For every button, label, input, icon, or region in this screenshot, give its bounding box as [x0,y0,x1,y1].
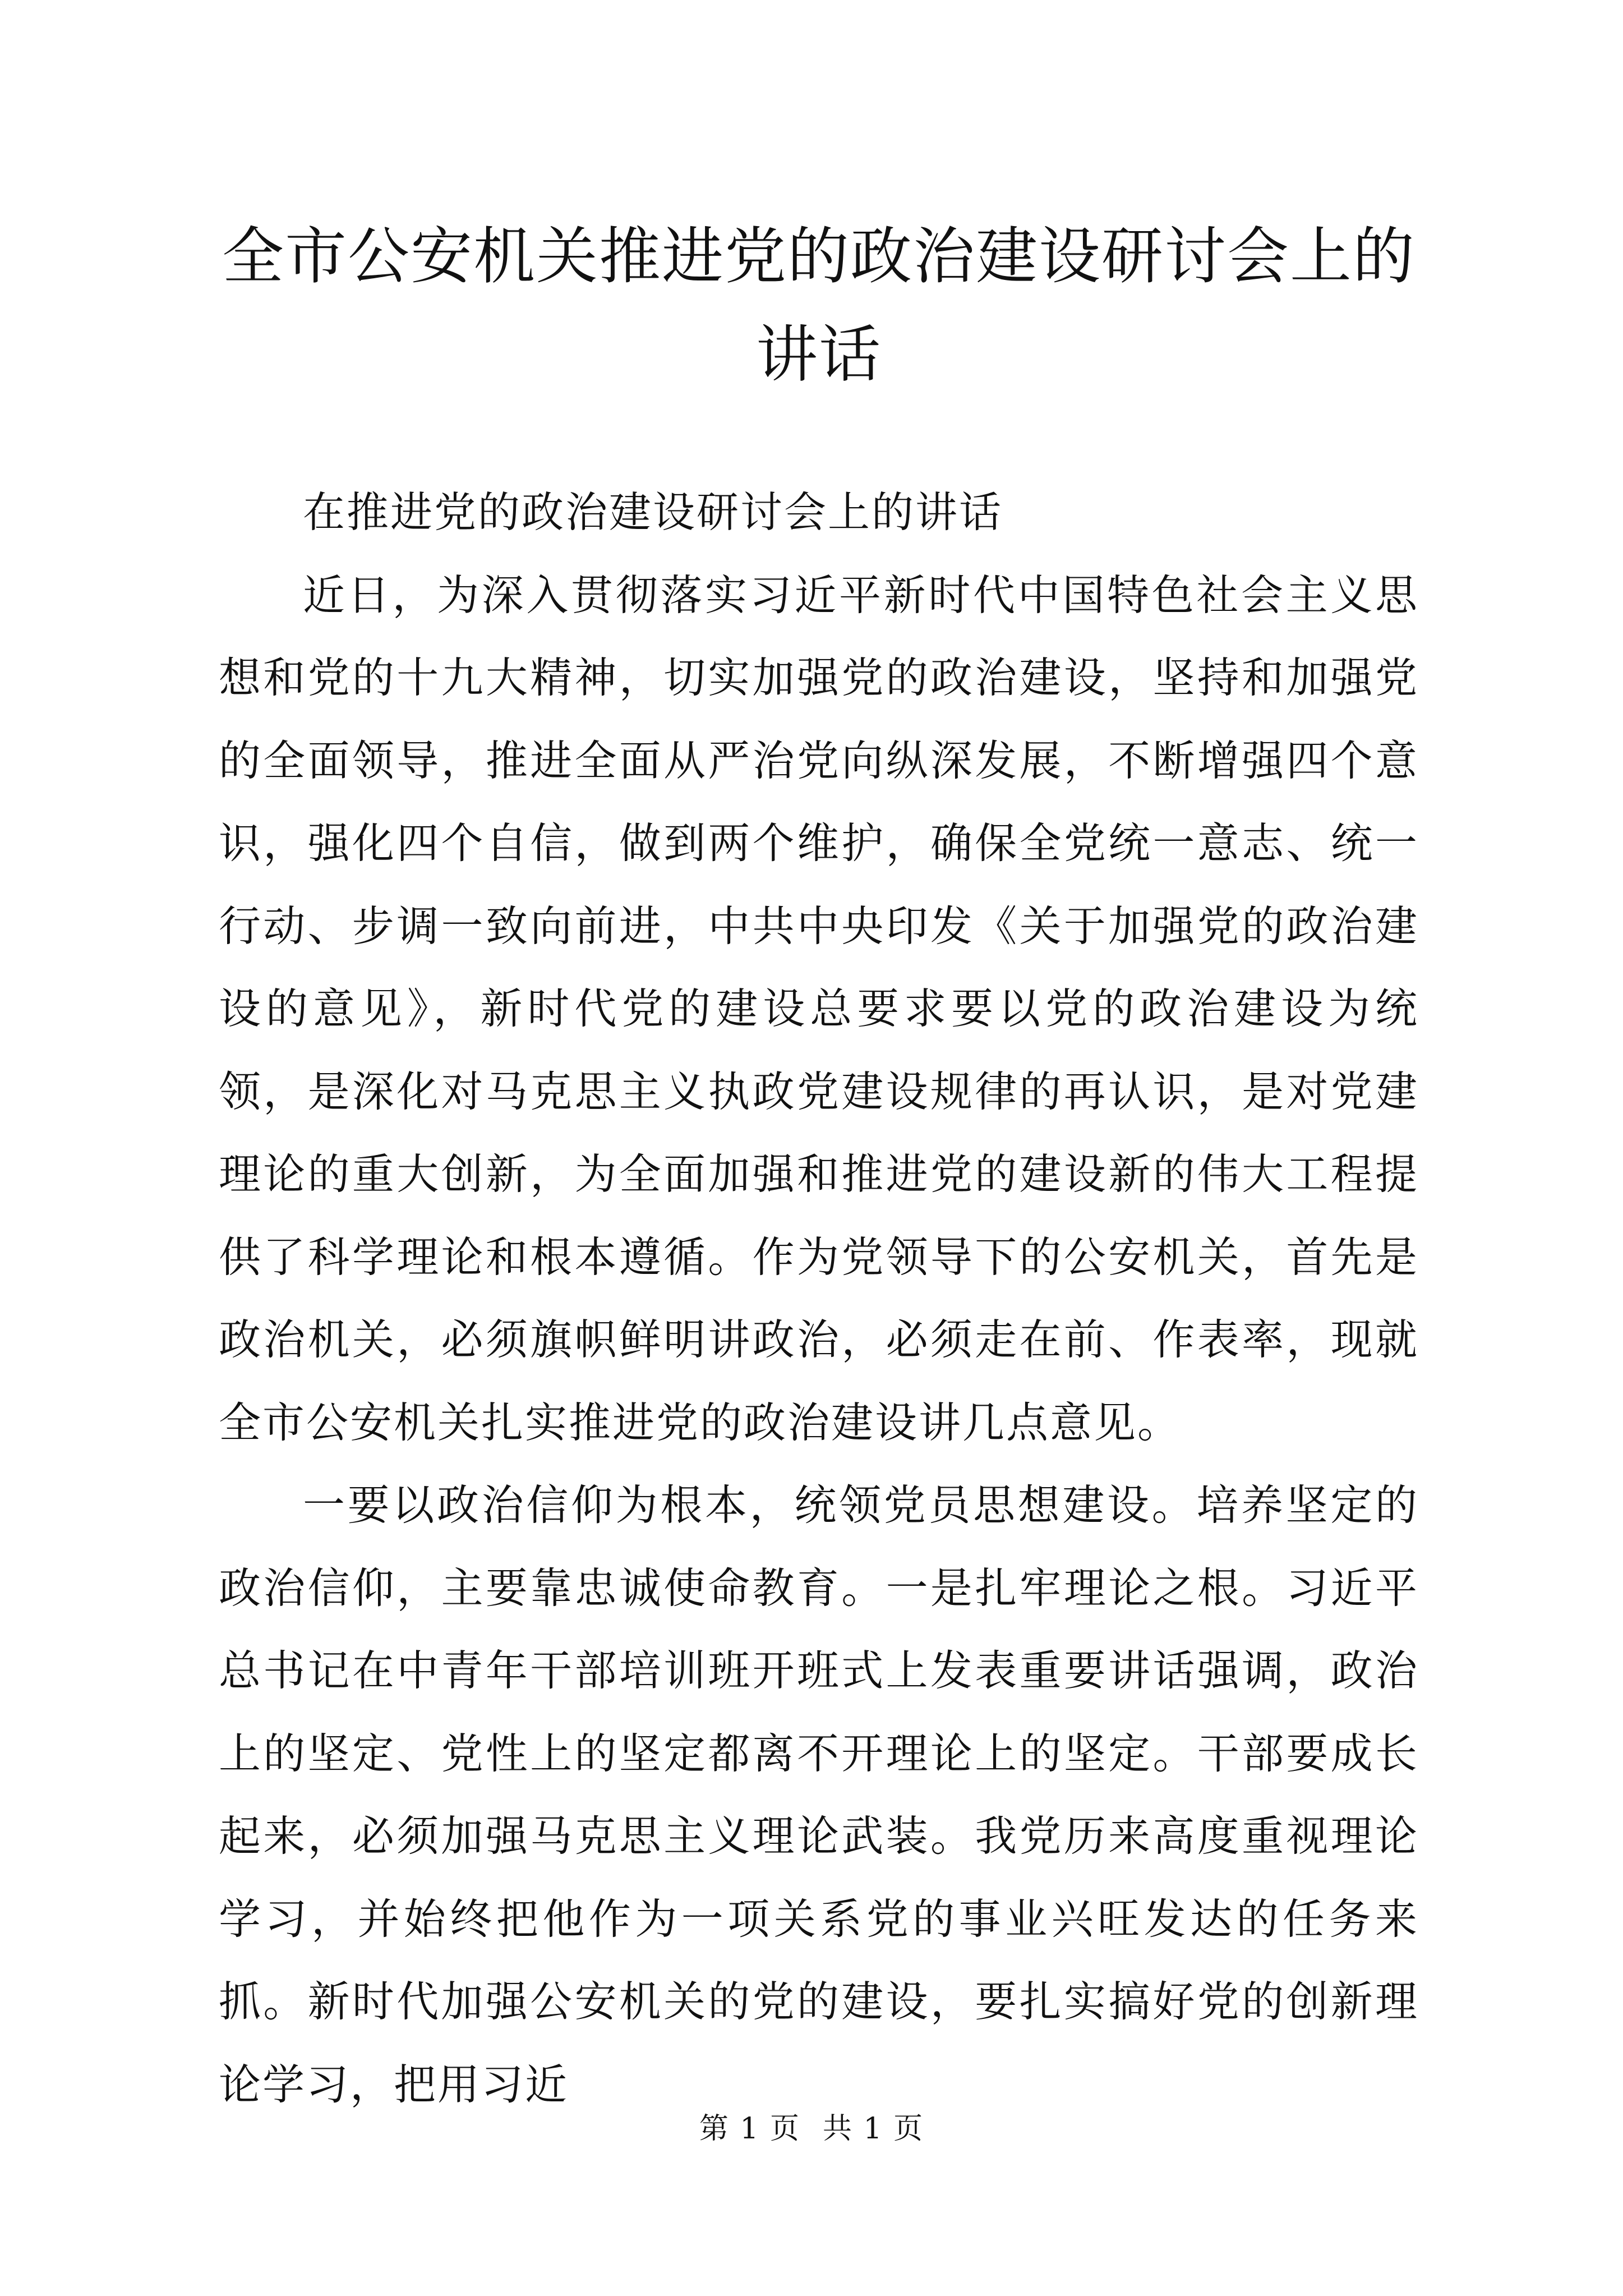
page-footer [0,2109,1623,2148]
body-paragraph: 一要以政治信仰为根本，统领党员思想建设。培养坚定的政治信仰，主要靠忠诚使命教育。一是扎牢理论之根。习近平总书记在中青年干部培训班开班式上发表重要讲话强调，政治上的坚定、党性上的坚定都离不开理论上的坚定。干部要成长起来，必须加强马克思主义理论武装。我党历来高度重视理论学习，并始终把他作为一项关系党的事业兴旺发达的任务来抓。新时代加强公安机关的党的建设，要扎实搞好党的创新理论学习，把用习近 [219,1480,1419,2109]
document-title: 全市公安机关推进党的政治建设研讨会上的讲话 [222,220,1415,390]
page-number: 第 1 页 [699,2112,800,2146]
page-total: 共 1 页 [823,2112,924,2146]
body-paragraph: 近日，为深入贯彻落实习近平新时代中国特色社会主义思想和党的十九大精神，切实加强党的政治建设，坚持和加强党的全面领导，推进全面从严治党向纵深发展，不断增强四个意识，强化四个自信，做到两个维护，确保全党统一意志、统一行动、步调一致向前进，中共中央印发《关于加强党的政治建设的意见》，新时代党的建设总要求要以党的政治建设为统领，是深化对马克思主义执政党建设规律的再认识，是对党建理论的重大创新，为全面加强和推进党的建设新的伟大工程提供了科学理论和根本遵循。作为党领导下的公安机关，首先是政治机关，必须旗帜鲜明讲政治，必须走在前、作表率，现就全市公安机关扎实推进党的政治建设讲几点意见。 [219,570,1419,1447]
document-body [219,471,1419,2126]
subtitle-paragraph: 在推进党的政治建设研讨会上的讲话 [303,487,1003,537]
